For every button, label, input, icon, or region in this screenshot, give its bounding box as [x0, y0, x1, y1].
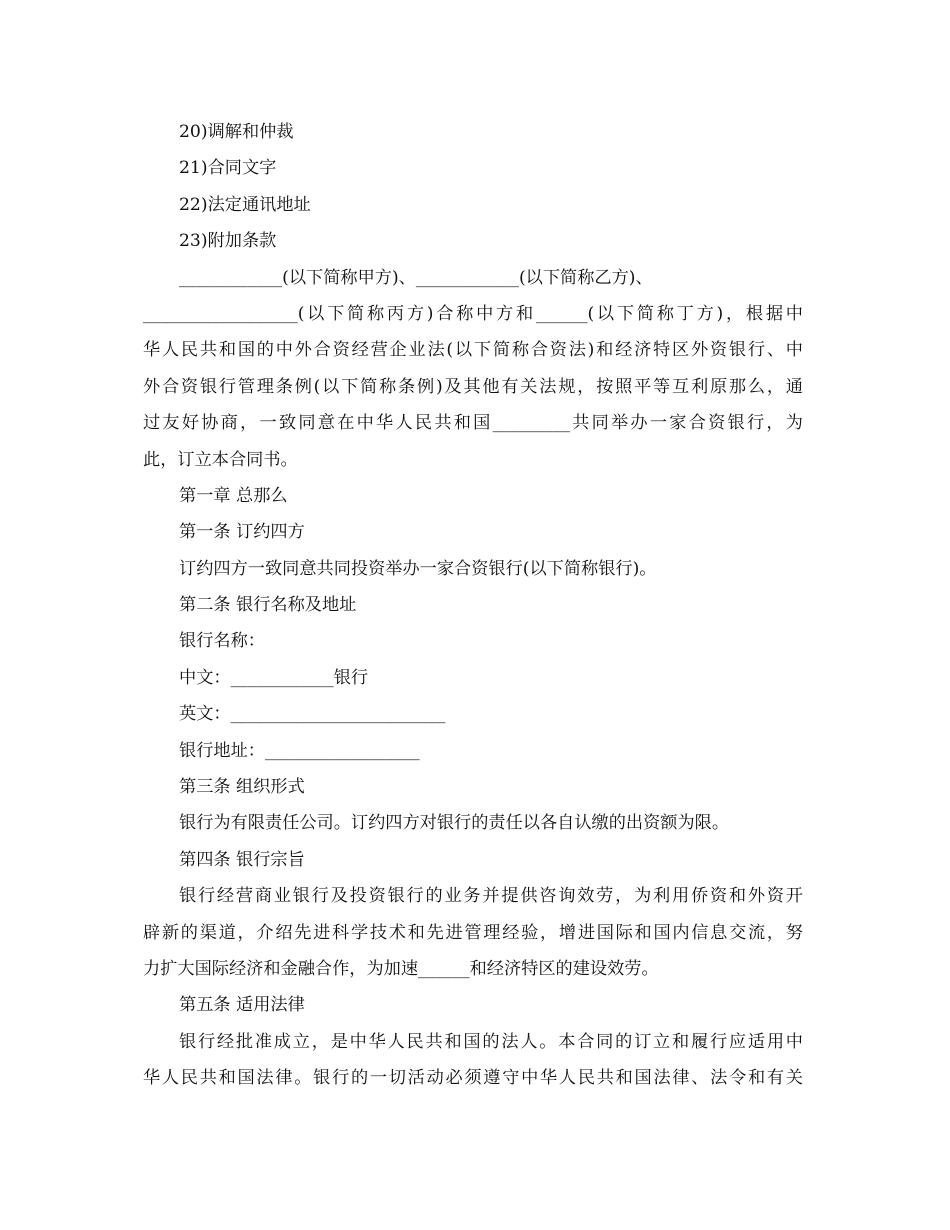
- text-line: 23)附加条款: [179, 231, 277, 252]
- text-line: 英文：_________________________: [179, 704, 446, 725]
- text-line: 第一条 订约四方: [179, 522, 305, 543]
- text-line: __________________(以下简称丙方)合称中方和______(以下简称丁方)，根据中: [143, 303, 803, 324]
- text-line: 第四条 银行宗旨: [179, 849, 305, 870]
- text-line: 20)调解和仲裁: [179, 122, 294, 142]
- text-line: 第五条 适用法律: [179, 995, 305, 1016]
- text-line: 银行为有限责任公司。订约四方对银行的责任以各自认缴的出资额为限。: [179, 813, 730, 834]
- text-line: 银行地址：__________________: [179, 740, 420, 761]
- text-line: ____________(以下简称甲方)、____________(以下简称乙方)、: [179, 267, 653, 288]
- text-line: 22)法定通讯地址: [179, 194, 311, 215]
- text-line: 辟新的渠道，介绍先进科学技术和先进管理经验，增进国际和国内信息交流，努: [143, 922, 803, 943]
- text-line: 华人民共和国法律。银行的一切活动必须遵守中华人民共和国法律、法令和有关: [143, 1068, 803, 1089]
- text-line: 银行经批准成立，是中华人民共和国的法人。本合同的订立和履行应适用中: [179, 1031, 803, 1052]
- text-line: 银行名称：: [179, 631, 265, 652]
- text-line: 此，订立本合同书。: [143, 449, 298, 470]
- text-line: 21)合同文字: [179, 158, 277, 179]
- text-line: 外合资银行管理条例(以下简称条例)及其他有关法规，按照平等互利原那么，通: [143, 376, 803, 397]
- text-line: 过友好协商，一致同意在中华人民共和国_________共同举办一家合资银行，为: [143, 413, 803, 434]
- text-line: 力扩大国际经济和金融合作，为加速______和经济特区的建设效劳。: [143, 958, 659, 979]
- text-line: 订约四方一致同意共同投资举办一家合资银行(以下简称银行)。: [179, 558, 657, 579]
- text-line: 华人民共和国的中外合资经营企业法(以下简称合资法)和经济特区外资银行、中: [143, 340, 803, 361]
- text-line: 银行经营商业银行及投资银行的业务并提供咨询效劳，为利用侨资和外资开: [179, 886, 803, 907]
- text-line: 第三条 组织形式: [179, 777, 305, 798]
- text-line: 第一章 总那么: [179, 485, 288, 506]
- text-line: 第二条 银行名称及地址: [179, 595, 357, 616]
- document-body: [143, 114, 803, 1097]
- text-line: 中文：____________银行: [179, 667, 369, 688]
